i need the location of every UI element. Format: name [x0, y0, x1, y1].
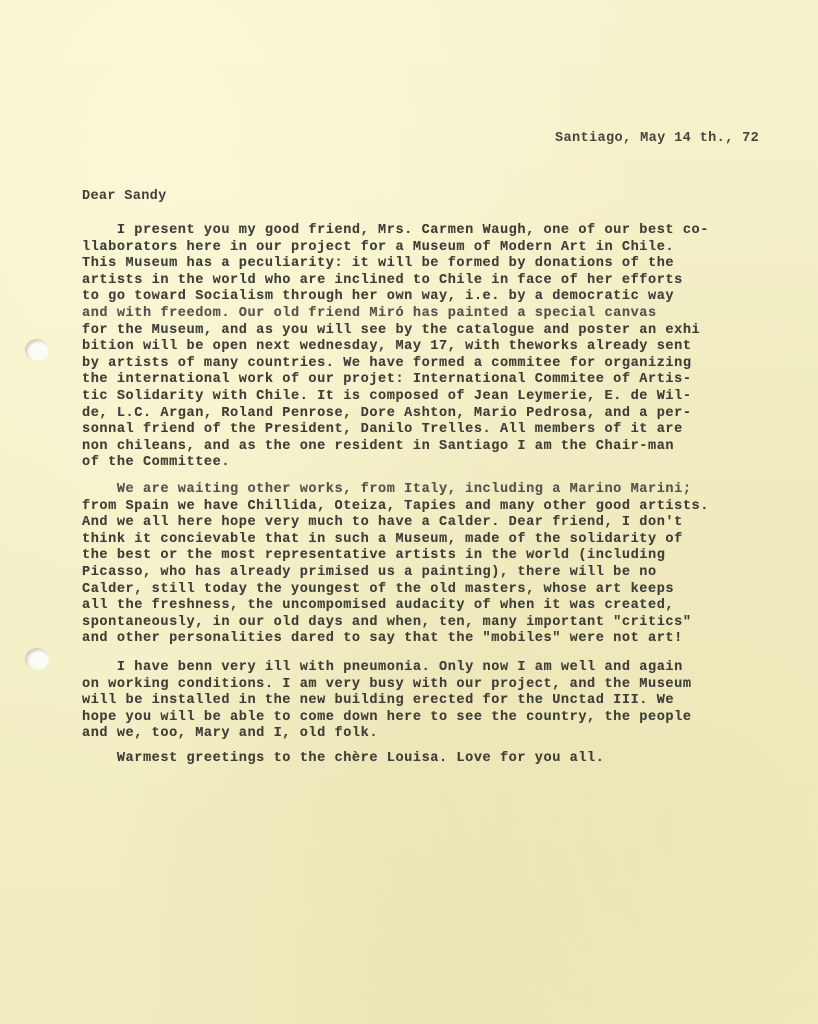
text-line: Warmest greetings to the chère Louisa. Love for you all. — [82, 751, 605, 766]
text-line: tic Solidarity with Chile. It is composed of Jean Leymerie, E. de Wil- — [82, 388, 692, 404]
text-line: And we all here hope very much to have a Calder. Dear friend, I don't — [82, 515, 683, 531]
text-line: think it concievable that in such a Museum, made of the solidarity of — [82, 531, 683, 547]
text-line: This Museum has a peculiarity: it will be formed by donations of the — [82, 256, 675, 272]
text-line: on working conditions. I am very busy with our project, and the Museum — [82, 676, 692, 692]
text-line: by artists of many countries. We have formed a commitee for organizing — [82, 355, 692, 371]
text-line: and we, too, Mary and I, old folk. — [82, 726, 379, 742]
text-line: for the Museum, and as you will see by the catalogue and poster an exhi — [82, 322, 701, 338]
text-line: will be installed in the new building erected for the Unctad III. We — [82, 693, 675, 709]
text-line: all the freshness, the uncompomised audacity of when it was created, — [82, 598, 675, 614]
text-line: non chileans, and as the one resident in Santiago I am the Chair-man — [82, 438, 675, 454]
text-line: Calder, still today the youngest of the old masters, whose art keeps — [82, 581, 675, 597]
text-line: artists in the world who are inclined to Chile in face of her efforts — [82, 272, 683, 288]
text-line: to go toward Socialism through her own way, i.e. by a democratic way — [82, 289, 675, 305]
text-line: and with freedom. Our old friend Miró has painted a special canvas — [82, 305, 657, 321]
text-line: sonnal friend of the President, Danilo Trelles. All members of it are — [82, 422, 683, 438]
text-line: bition will be open next wednesday, May 17, with theworks already sent — [82, 339, 692, 355]
paragraph-3 — [82, 660, 692, 743]
text-line: I have benn very ill with pneumonia. Only now I am well and again — [82, 660, 683, 675]
paragraph-1 — [82, 223, 709, 472]
text-line: llaborators here in our project for a Museum of Modern Art in Chile. — [82, 239, 675, 255]
text-line: hope you will be able to come down here to see the country, the people — [82, 709, 692, 725]
text-line: the international work of our projet: International Commitee of Artis- — [82, 372, 692, 388]
text-line: We are waiting other works, from Italy, including a Marino Marini; — [82, 482, 692, 497]
punch-hole-top — [25, 339, 49, 361]
text-line: I present you my good friend, Mrs. Carmen Waugh, one of our best co- — [82, 223, 709, 238]
closing-paragraph — [82, 751, 604, 768]
text-line: and other personalities dared to say that the "mobiles" were not art! — [82, 631, 683, 647]
text-line: from Spain we have Chillida, Oteiza, Tapies and many other good artists. — [82, 498, 709, 514]
salutation: Dear Sandy — [82, 189, 167, 204]
text-line: de, L.C. Argan, Roland Penrose, Dore Ashton, Mario Pedrosa, and a per- — [82, 405, 692, 421]
date-line: Santiago, May 14 th., 72 — [555, 131, 760, 146]
text-line: of the Committee. — [82, 455, 231, 471]
text-line: Picasso, who has already primised us a painting), there will be no — [82, 564, 657, 580]
text-line: spontaneously, in our old days and when, ten, many important "critics" — [82, 614, 692, 630]
paragraph-2 — [82, 482, 709, 648]
text-line: the best or the most representative artists in the world (including — [82, 548, 666, 564]
punch-hole-bottom — [25, 648, 49, 670]
